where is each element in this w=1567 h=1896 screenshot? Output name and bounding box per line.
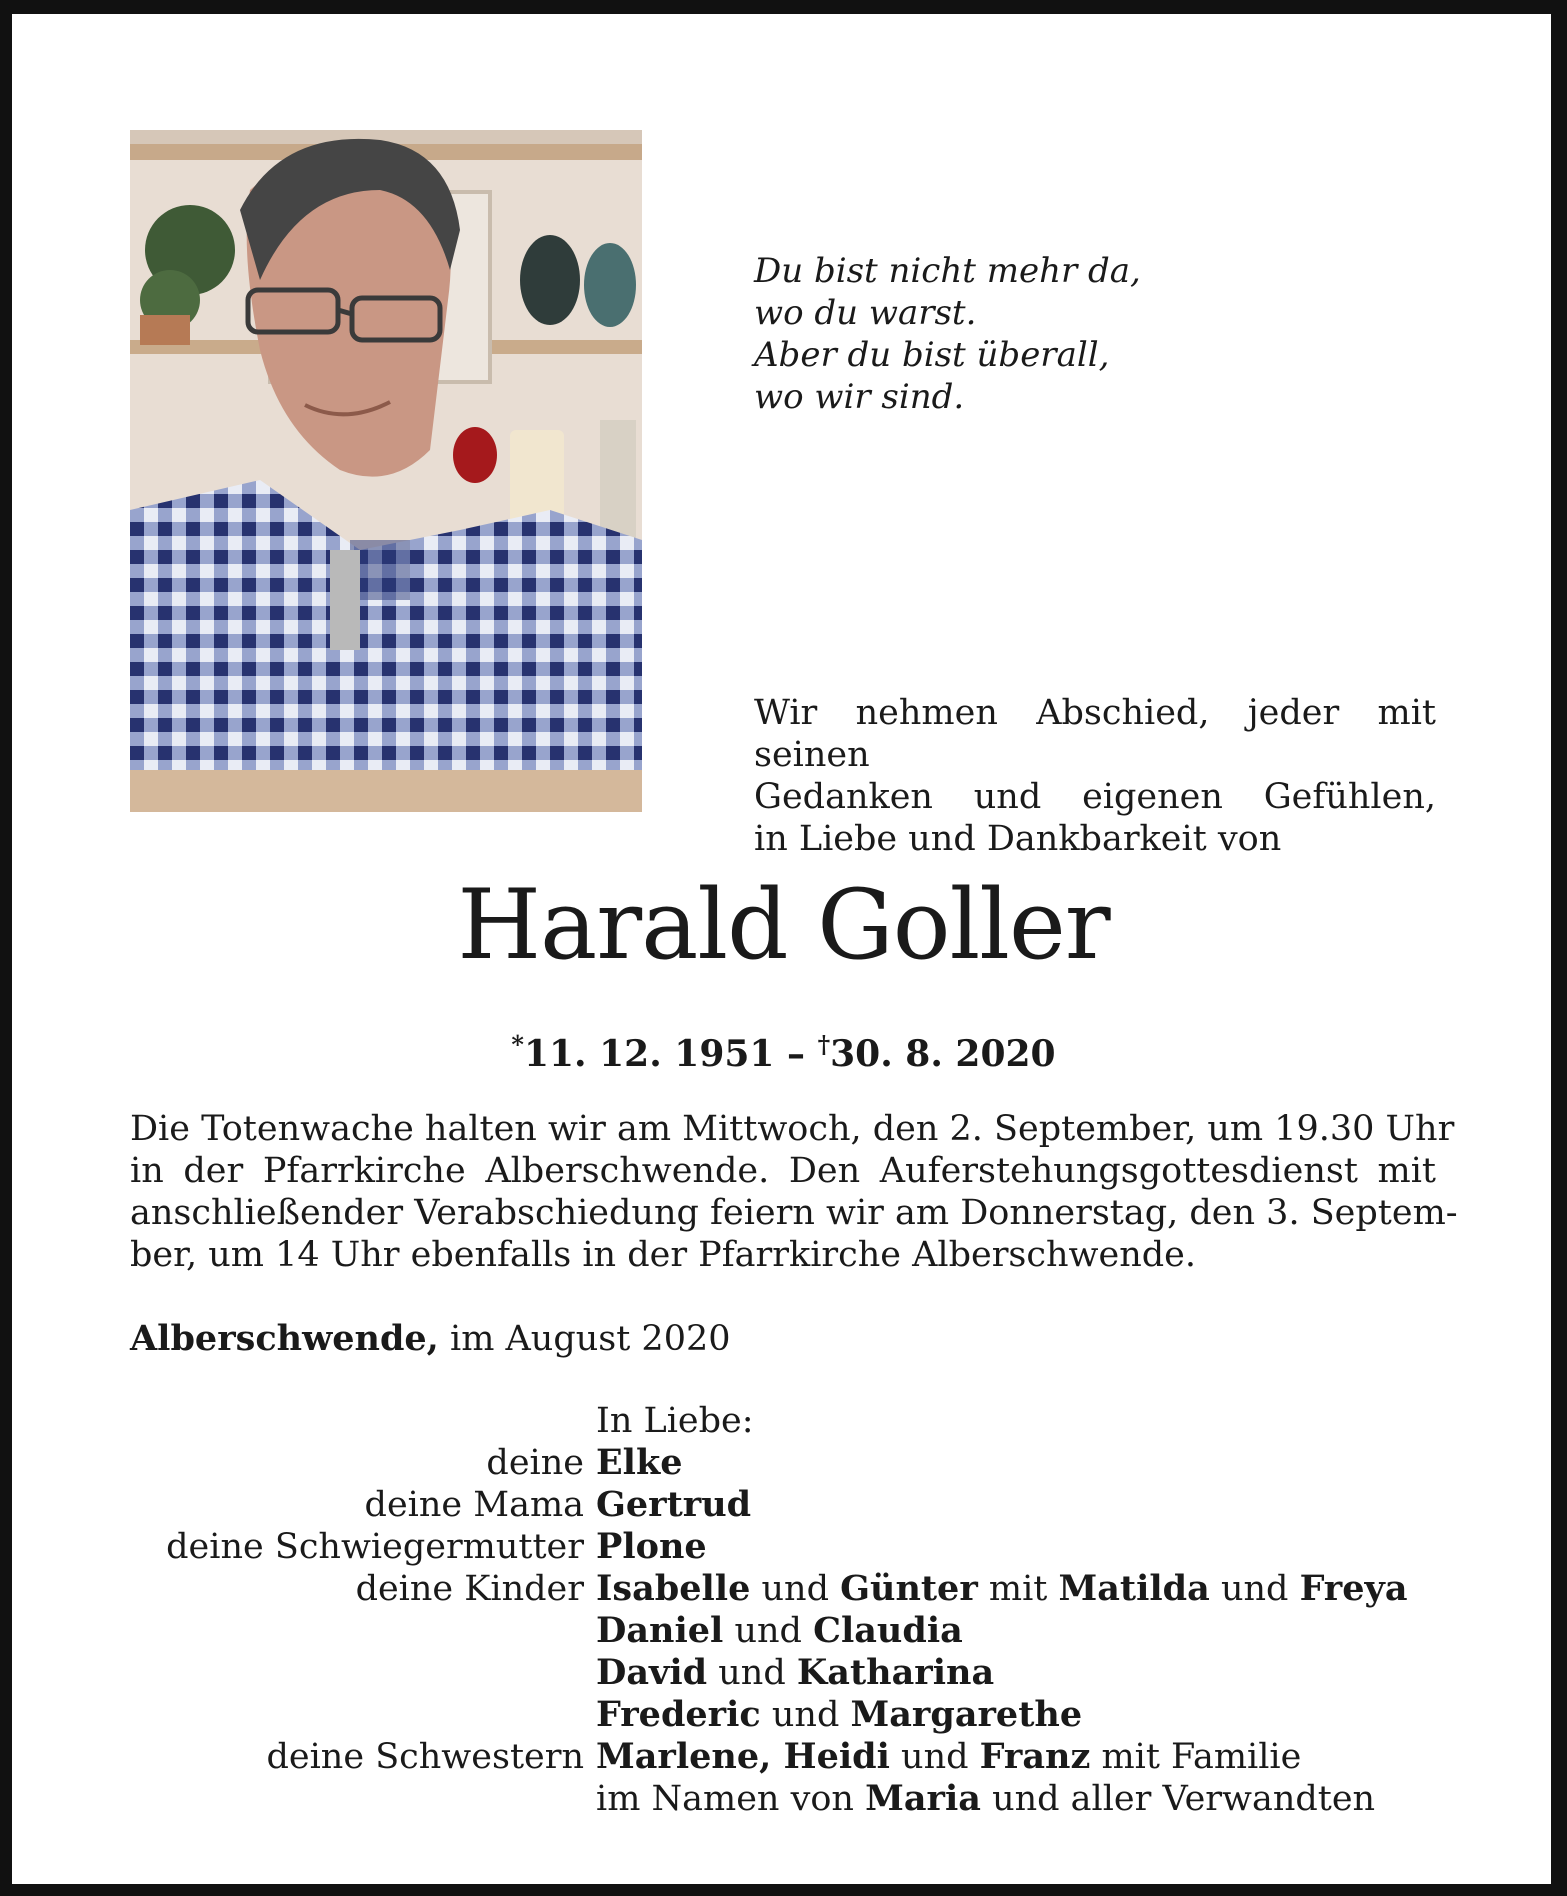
mourner-connector: und aller Verwandten <box>980 1779 1376 1819</box>
mourner-name: Plone <box>596 1526 707 1567</box>
mourner-name: Margarethe <box>850 1694 1083 1735</box>
death-date: 30. 8. 2020 <box>830 1033 1056 1075</box>
mourner-names <box>596 1778 1375 1820</box>
mourner-connector: und <box>707 1653 797 1693</box>
mourner-names <box>596 1736 1301 1778</box>
farewell-line: Wir nehmen Abschied, jeder mit seinen <box>754 693 1436 775</box>
mourner-connector: und <box>889 1737 980 1777</box>
mourner-name: Franz <box>979 1736 1091 1777</box>
quote-line: wo wir sind. <box>754 377 965 417</box>
mourner-connector: und <box>760 1695 851 1735</box>
mourner-names <box>596 1610 963 1652</box>
mourner-row <box>130 1484 1450 1526</box>
mourner-relation <box>130 1694 596 1736</box>
farewell-line: Gedanken und eigenen Gefühlen, <box>754 777 1436 817</box>
mourner-relation <box>130 1652 596 1694</box>
life-dates <box>0 1020 1567 1079</box>
announcement-line: anschließender Verabschiedung feiern wir am Donnerstag, den 3. Septem- <box>130 1193 1458 1233</box>
mourner-name: David <box>596 1652 708 1693</box>
farewell-line: in Liebe und Dankbarkeit von <box>754 819 1282 859</box>
mourner-row <box>130 1778 1450 1820</box>
mourner-name: Günter <box>840 1568 978 1609</box>
place-town: Alberschwende, <box>130 1318 439 1359</box>
mourner-connector: und <box>1209 1569 1300 1609</box>
mourner-relation: deine Schwiegermutter <box>166 1527 584 1567</box>
mourner-connector: im Namen von <box>596 1779 866 1819</box>
birth-date: 11. 12. 1951 <box>523 1033 775 1075</box>
mourner-relation: deine Mama <box>364 1485 584 1525</box>
portrait-photo <box>130 130 642 812</box>
death-symbol: † <box>817 1030 831 1059</box>
mourner-name: Elke <box>596 1442 683 1483</box>
announcement-line: Die Totenwache halten wir am Mittwoch, den 2. September, um 19.30 Uhr <box>130 1109 1455 1149</box>
memorial-quote <box>754 250 1141 418</box>
service-announcement <box>130 1108 1458 1276</box>
mourner-row <box>130 1694 1450 1736</box>
mourner-names <box>596 1568 1408 1610</box>
mourner-row <box>130 1568 1450 1610</box>
announcement-line: ber, um 14 Uhr ebenfalls in der Pfarrkirche Alberschwende. <box>130 1235 1196 1275</box>
date-separator: – <box>774 1033 818 1075</box>
mourner-connector: und <box>723 1611 814 1651</box>
mourner-name: Freya <box>1299 1568 1408 1609</box>
mourner-relation: deine <box>486 1443 584 1483</box>
place-month: im August 2020 <box>438 1319 731 1359</box>
mourner-names <box>596 1652 994 1694</box>
mourner-connector: mit Familie <box>1090 1737 1302 1777</box>
mourner-name: Maria <box>865 1778 981 1819</box>
mourner-name: Claudia <box>813 1610 963 1651</box>
mourner-row <box>130 1526 1450 1568</box>
mourner-relation: deine Kinder <box>355 1569 584 1609</box>
mourner-row <box>130 1736 1450 1778</box>
deceased-name: Harald Goller <box>457 869 1110 981</box>
place-date <box>130 1318 731 1360</box>
quote-line: Du bist nicht mehr da, <box>754 251 1141 291</box>
mourner-row <box>130 1610 1450 1652</box>
mourner-names <box>596 1694 1082 1736</box>
mourner-relation: deine Schwestern <box>266 1737 584 1777</box>
mourner-name: Katharina <box>796 1652 995 1693</box>
mourner-row <box>130 1442 1450 1484</box>
mourner-name: Gertrud <box>596 1484 752 1525</box>
announcement-line: in der Pfarrkirche Alberschwende. Den Auferstehungsgottesdienst mit <box>130 1151 1436 1191</box>
in-liebe-heading: In Liebe: <box>596 1401 754 1441</box>
quote-line: Aber du bist überall, <box>754 335 1110 375</box>
mourner-row <box>130 1652 1450 1694</box>
mourner-name: Daniel <box>596 1610 724 1651</box>
mourner-names <box>596 1484 751 1526</box>
mourner-names <box>596 1526 707 1568</box>
in-liebe-row <box>130 1400 1450 1442</box>
mourner-name: Isabelle <box>596 1568 751 1609</box>
mourner-relation <box>130 1610 596 1652</box>
mourner-names <box>596 1442 683 1484</box>
mourner-relation <box>130 1778 596 1820</box>
mourner-name: Marlene, Heidi <box>596 1736 890 1777</box>
quote-line: wo du warst. <box>754 293 977 333</box>
farewell-text <box>754 692 1436 860</box>
mourner-connector: und <box>750 1569 841 1609</box>
mourner-connector: mit <box>977 1569 1059 1609</box>
mourners-list <box>130 1400 1450 1820</box>
mourner-name: Frederic <box>596 1694 761 1735</box>
birth-symbol: * <box>511 1030 524 1059</box>
mourner-name: Matilda <box>1058 1568 1210 1609</box>
